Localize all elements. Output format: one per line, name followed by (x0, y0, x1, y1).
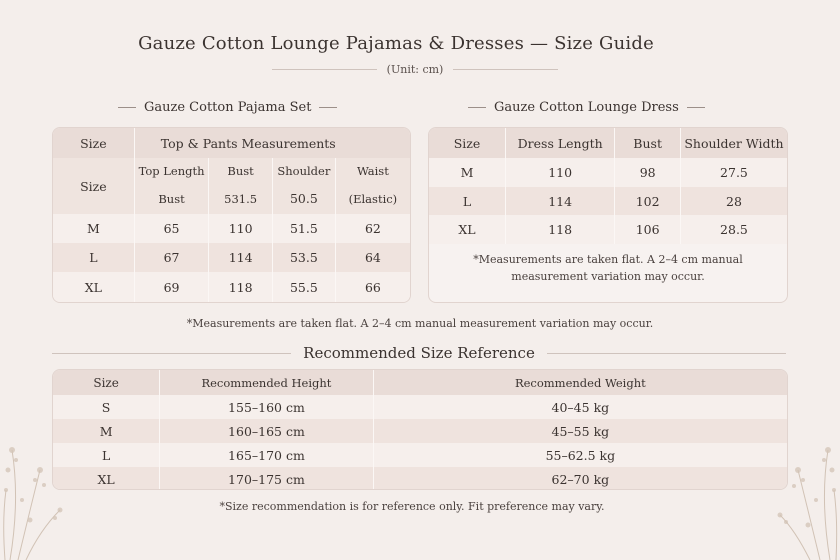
top-length-cell: 67 (134, 243, 209, 272)
table-row (53, 272, 410, 302)
dress-length-header: Dress Length (505, 128, 614, 158)
size-header: Size (53, 370, 160, 395)
top-length-subvalue: Bust (134, 183, 209, 214)
shoulder-cell: 55.5 (272, 272, 335, 302)
weight-cell: 55–62.5 kg (545, 447, 616, 463)
title-dash (319, 107, 337, 108)
height-cell: 165–170 cm (160, 443, 374, 467)
dress-size-table (429, 128, 787, 244)
title-dash (687, 107, 705, 108)
unit-label-row (272, 61, 558, 77)
measurements-group-header: Top & Pants Measurements (160, 135, 336, 151)
table-row (53, 467, 787, 490)
dress-size-table-card (428, 127, 788, 303)
bust-cell: 118 (209, 272, 273, 302)
divider-left (272, 69, 377, 70)
bust-header: Bust (209, 158, 273, 183)
dress-section-title (468, 100, 705, 115)
waist-cell: 66 (364, 279, 381, 295)
bust-subvalue: 531.5 (209, 183, 273, 214)
divider-left (52, 353, 291, 354)
pajama-size-table (53, 128, 410, 302)
top-length-cell: 65 (134, 214, 209, 243)
size-header: Size (429, 128, 505, 158)
table-row (429, 215, 787, 244)
weight-cell: 40–45 kg (551, 399, 610, 415)
shoulder-subvalue: 50.5 (272, 183, 335, 214)
size-cell: XL (53, 272, 134, 302)
top-length-cell: 69 (134, 272, 209, 302)
bust-header: Bust (615, 128, 681, 158)
shoulder-header: Shoulder (272, 158, 335, 183)
table-row (53, 443, 787, 467)
title-dash (118, 107, 136, 108)
weight-cell: 62–70 kg (551, 471, 610, 487)
size-cell: M (53, 214, 134, 243)
waist-cell: 64 (364, 250, 381, 265)
height-cell: 155–160 cm (160, 395, 374, 419)
pajama-section-title (118, 100, 337, 115)
size-cell: L (429, 187, 505, 215)
table-row (429, 158, 787, 187)
title-dash (468, 107, 486, 108)
waist-header: Waist (356, 163, 389, 178)
table-row (53, 214, 410, 243)
dress-measurement-note (429, 251, 787, 285)
top-length-header: Top Length (134, 158, 209, 183)
bust-cell: 114 (209, 243, 273, 272)
bust-cell: 98 (615, 158, 681, 187)
size-cell: XL (53, 467, 160, 490)
size-cell: M (429, 158, 505, 187)
shoulder-width-cell: 28.5 (720, 222, 748, 237)
size-cell: XL (429, 215, 505, 244)
recommended-section-title-row (52, 344, 786, 362)
size-header-secondary: Size (53, 158, 134, 214)
divider-right (547, 353, 786, 354)
table-row (53, 243, 410, 272)
dress-note-line-1: *Measurements are taken flat. A 2–4 cm manual (473, 253, 743, 266)
size-cell: M (53, 419, 160, 443)
page-title: Gauze Cotton Lounge Pajamas & Dresses — Size Guide (138, 33, 654, 54)
shoulder-width-cell: 28 (726, 193, 742, 209)
height-cell: 160–165 cm (160, 419, 374, 443)
dress-length-cell: 118 (505, 215, 614, 244)
table-row (429, 187, 787, 215)
recommended-section-title: Recommended Size Reference (303, 344, 535, 362)
divider-right (453, 69, 558, 70)
recommended-size-table-card (52, 369, 788, 490)
height-cell: 170–175 cm (160, 467, 374, 490)
dress-section-label: Gauze Cotton Lounge Dress (494, 100, 679, 115)
waist-subvalue: (Elastic) (348, 191, 398, 206)
unit-label: (Unit: cm) (386, 62, 444, 76)
shoulder-cell: 53.5 (272, 243, 335, 272)
dress-note-line-2: measurement variation may occur. (511, 270, 705, 283)
shoulder-width-cell: 27.5 (720, 165, 748, 180)
bust-cell: 106 (615, 215, 681, 244)
waist-cell: 62 (364, 221, 381, 236)
bust-cell: 102 (615, 187, 681, 215)
dress-length-cell: 114 (505, 187, 614, 215)
recommended-weight-header: Recommended Weight (514, 375, 646, 390)
size-header: Size (53, 128, 134, 158)
recommendation-note: *Size recommendation is for reference only. Fit preference may vary. (219, 500, 605, 513)
bust-cell: 110 (209, 214, 273, 243)
shoulder-width-header: Shoulder Width (684, 135, 784, 151)
table-row (53, 419, 787, 443)
pajama-size-table-card (52, 127, 411, 303)
shoulder-cell: 51.5 (272, 214, 335, 243)
dress-length-cell: 110 (505, 158, 614, 187)
recommended-size-table (53, 370, 787, 490)
recommended-height-header: Recommended Height (160, 370, 374, 395)
measurement-note: *Measurements are taken flat. A 2–4 cm manual measurement variation may occur. (186, 317, 654, 330)
size-cell: L (53, 443, 160, 467)
weight-cell: 45–55 kg (551, 423, 610, 439)
size-cell: L (53, 243, 134, 272)
size-cell: S (53, 395, 160, 419)
pajama-section-label: Gauze Cotton Pajama Set (144, 100, 312, 115)
table-row (53, 395, 787, 419)
